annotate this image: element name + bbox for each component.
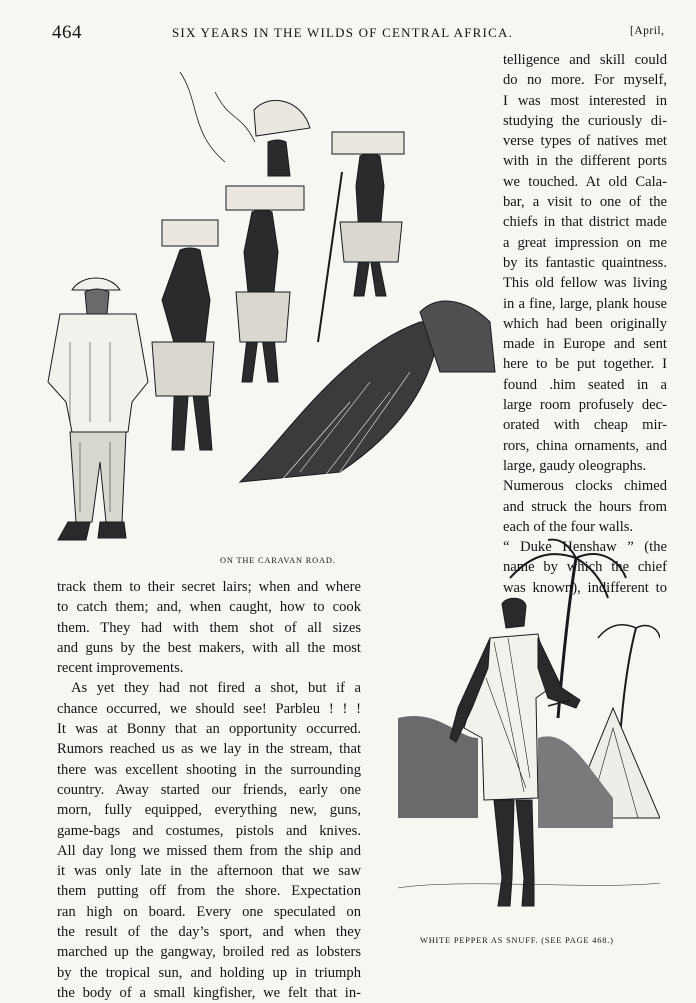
text-line: each of the four walls. (503, 518, 634, 535)
text-line: large, gaudy oleographs. (503, 457, 647, 474)
text-line: them putting off from the shore. Expectation (57, 883, 361, 900)
text-line: them. They had with them shot of all sizes (57, 619, 361, 636)
text-line: it was only late in the afternoon that we saw (57, 863, 361, 880)
figure-caption-snuff: WHITE PEPPER AS SNUFF. (SEE PAGE 468.) (420, 936, 614, 945)
text-line: It was at Bonny that an opportunity occurred. (57, 721, 361, 738)
text-line: do no more. For myself, (503, 72, 667, 89)
text-line: ran high on board. Every one speculated on (57, 903, 361, 920)
text-line: recent improvements. (57, 660, 184, 677)
text-line: “ Duke Henshaw ” (the (503, 539, 667, 556)
text-line: Numerous clocks chimed (503, 478, 667, 495)
left-column-text (57, 577, 361, 1003)
text-line: telligence and skill could (503, 52, 667, 68)
text-line: As yet they had not fired a shot, but if a (71, 680, 361, 697)
figure-caption: ON THE CARAVAN ROAD. (220, 556, 336, 565)
text-line: here to be put together. I (503, 356, 667, 373)
text-line: which had been originally (503, 315, 667, 332)
text-line: marched up the gangway, broiled red as lobsters (57, 944, 361, 961)
text-line: chance occurred, we should see! Parbleu ! ! ! (57, 700, 361, 717)
text-line: studying the curiously di- (503, 112, 667, 129)
text-line: to catch them; and, when caught, how to cook (57, 599, 361, 616)
right-column-text (503, 50, 667, 598)
text-line: a great impression on me (503, 234, 667, 251)
text-line: Rumors reached us as we lay in the stream, that (57, 741, 361, 758)
text-line: morn, fully equipped, everything new, guns, (57, 802, 361, 819)
text-line: in a fine, large, plank house (503, 295, 667, 312)
text-line: there was excellent shooting in the surrounding (57, 761, 361, 778)
text-line: name by which the chief (503, 559, 667, 576)
running-month: [April, (630, 25, 665, 37)
text-line: found .him seated in a (503, 376, 667, 393)
running-title: SIX YEARS IN THE WILDS OF CENTRAL AFRICA. (172, 25, 513, 40)
text-line: game-bags and costumes, pistols and knives. (57, 822, 361, 839)
text-line: with in the different ports (503, 153, 667, 170)
text-line: country. Away started our friends, early one (57, 781, 361, 798)
hat-figure (48, 278, 148, 540)
text-line: rors, china ornaments, and (503, 437, 667, 454)
text-line: the body of a small kingfisher, we felt that in- (57, 984, 361, 1001)
text-line: we touched. At old Cala- (503, 173, 667, 190)
text-line: made in Europe and sent (503, 336, 667, 353)
text-line: orated with cheap mir- (503, 417, 667, 434)
text-line: This old fellow was living (503, 275, 667, 292)
text-line: All day long we missed them from the ship and (57, 842, 361, 859)
page-number: 464 (52, 22, 82, 43)
text-line: chiefs in that district made (503, 214, 667, 231)
text-line: and guns by the best makers, with all the most (57, 639, 361, 656)
text-line: large room profusely dec- (503, 397, 667, 414)
text-line: by the tropical sun, and holding up in triumph (57, 964, 361, 981)
text-line: the result of the day’s sport, and when they (57, 924, 361, 941)
caravan-engraving (40, 52, 500, 552)
text-line: and struck the hours from (503, 498, 667, 515)
page-header (0, 18, 696, 44)
text-line: track them to their secret lairs; when and where (57, 579, 361, 595)
text-line: was known), indifferent to (503, 579, 667, 596)
caravan-road-illustration (40, 52, 500, 552)
text-line: I was most interested in (503, 92, 667, 109)
text-line: by its fantastic quaintness. (503, 254, 667, 271)
text-line: verse types of natives met (503, 133, 667, 150)
text-line: bar, a visit to one of the (503, 194, 667, 211)
